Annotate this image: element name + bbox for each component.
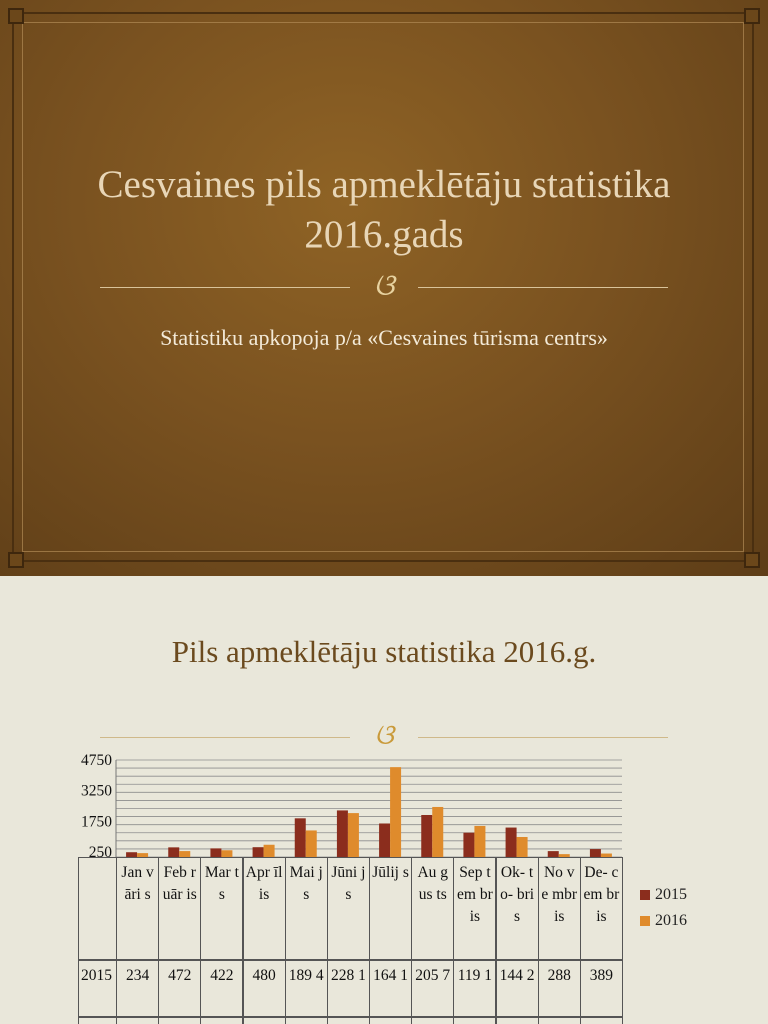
table-value-cell-partial (411, 1017, 454, 1024)
table-value-cell-partial (243, 1017, 286, 1024)
table-value-cell: 189 4 (285, 960, 328, 1017)
table-value-cell-partial (538, 1017, 581, 1024)
table-value-cell: 288 (538, 960, 581, 1017)
title-divider-left (100, 287, 350, 288)
bar-2015[interactable] (168, 847, 179, 857)
table-value-cell-partial (369, 1017, 412, 1024)
legend-label-2015: 2015 (655, 886, 687, 903)
y-tick-label: 250 (88, 843, 112, 861)
table-corner-cell (78, 857, 117, 960)
table-value-cell-partial (158, 1017, 201, 1024)
bar-2015[interactable] (379, 823, 390, 857)
legend-swatch-2016 (640, 916, 650, 926)
table-category-label: Mai js (285, 857, 328, 960)
table-category-label: Jan vāri s (116, 857, 159, 960)
table-category-label: Apr īlis (243, 857, 286, 960)
bar-2015[interactable] (337, 810, 348, 857)
frame-corner-bottom-left (8, 552, 24, 568)
bar-2016[interactable] (390, 767, 401, 857)
presentation-title[interactable]: Cesvaines pils apmeklētāju statistika 2016.gads (97, 163, 671, 256)
table-value-cell: 119 1 (453, 960, 496, 1017)
legend-label-2016: 2016 (655, 912, 687, 929)
y-tick-label: 3250 (81, 782, 112, 800)
y-tick-label: 1750 (81, 813, 112, 831)
bar-2015[interactable] (253, 847, 264, 857)
legend-item-2016 (640, 908, 750, 934)
table-value-cell-partial (285, 1017, 328, 1024)
bar-2016[interactable] (306, 830, 317, 857)
table-value-cell: 205 7 (411, 960, 454, 1017)
table-value-cell-partial (327, 1017, 370, 1024)
frame-corner-top-left (8, 8, 24, 24)
table-value-cell: 472 (158, 960, 201, 1017)
bar-2015[interactable] (463, 833, 474, 857)
ornament-icon-2: ଓ (374, 718, 394, 751)
table-category-label: Sep tem bris (453, 857, 496, 960)
title-divider-right (418, 287, 668, 288)
bar-2015[interactable] (590, 849, 601, 857)
bar-2015[interactable] (295, 818, 306, 857)
table-category-label: Au gus ts (411, 857, 454, 960)
table-category-label: Jūlij s (369, 857, 412, 960)
chart-legend (640, 882, 750, 934)
table-category-label: Ok- to- bris (496, 857, 539, 960)
legend-swatch-2015 (640, 890, 650, 900)
table-category-label: No ve mbr is (538, 857, 581, 960)
bar-2015[interactable] (210, 848, 221, 857)
bar-2016[interactable] (348, 813, 359, 857)
table-value-cell-partial (200, 1017, 243, 1024)
presentation-subtitle[interactable]: Statistiku apkopoja p/a «Cesvaines tūrisma centrs» (160, 325, 608, 350)
table-value-cell: 164 1 (369, 960, 412, 1017)
table-row-partial (78, 1017, 117, 1024)
frame-corner-bottom-right (744, 552, 760, 568)
table-value-cell: 144 2 (496, 960, 539, 1017)
chart-slide-title[interactable]: Pils apmeklētāju statistika 2016.g. (171, 634, 597, 669)
table-row-label: 2015 (78, 960, 117, 1017)
table-category-label: De- cem bris (580, 857, 623, 960)
table-category-label: Mar ts (200, 857, 243, 960)
table-category-label: Feb ruār is (158, 857, 201, 960)
table-value-cell: 228 1 (327, 960, 370, 1017)
table-value-cell: 389 (580, 960, 623, 1017)
bar-2016[interactable] (432, 807, 443, 857)
bar-2016[interactable] (221, 850, 232, 857)
bar-2015[interactable] (421, 815, 432, 857)
frame-corner-top-right (744, 8, 760, 24)
table-value-cell: 234 (116, 960, 159, 1017)
bar-2016[interactable] (474, 826, 485, 857)
table-value-cell: 422 (200, 960, 243, 1017)
table-value-cell-partial (116, 1017, 159, 1024)
y-tick-label: 4750 (81, 752, 112, 769)
bar-2016[interactable] (264, 845, 275, 857)
chart-slide (0, 576, 768, 1024)
table-value-cell: 480 (243, 960, 286, 1017)
ornament-icon: ଓ (373, 268, 395, 303)
bar-2015[interactable] (506, 828, 517, 857)
table-value-cell-partial (580, 1017, 623, 1024)
legend-item-2015 (640, 882, 750, 908)
table-category-label: Jūni js (327, 857, 370, 960)
table-value-cell-partial (496, 1017, 539, 1024)
table-value-cell-partial (453, 1017, 496, 1024)
bar-2016[interactable] (517, 837, 528, 857)
